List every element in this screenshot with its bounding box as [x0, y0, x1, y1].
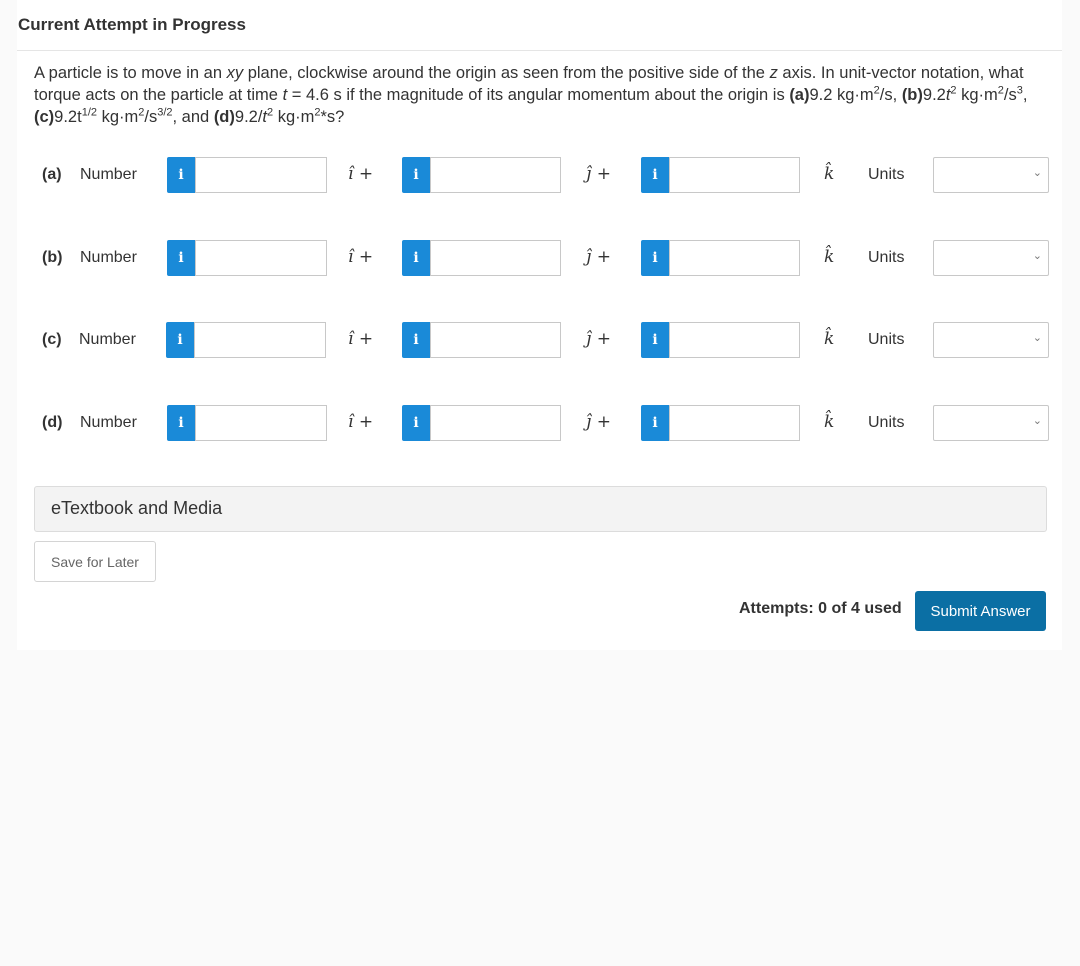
k-component-input[interactable] [669, 157, 800, 193]
question-text: A particle is to move in an xy plane, clockwise around the origin as seen from the positive side of the z axis. In unit-vector notation, what torque acts on the particle at time t = 4.6 s if the magnitude of its angular momentum about the origin is (a)9.2 $kg\cdot m^2/s$, $(b)9.2t^2$ $kg\cdot m^2/s^3$, $(c)9.2t^{1/2}$ $kg\cdot m^2/s^{3/2}$, and $(d)9.2/t^2$ $kg\cdot m^2*s$? [34, 64, 1028, 126]
units-select[interactable] [933, 157, 1049, 193]
answer-row-a: (a) Number i î + i ĵ + i k̂ Units ⌄ [42, 157, 1042, 195]
j-hat-label: ĵ [586, 329, 592, 349]
page-title: Current Attempt in Progress [18, 15, 246, 34]
k-hat-label: k̂ [824, 247, 835, 267]
k-component-input[interactable] [669, 322, 800, 358]
info-icon[interactable]: i [641, 157, 669, 193]
j-hat-label: ĵ [586, 412, 592, 432]
question-card [17, 0, 1062, 650]
etextbook-label: eTextbook and Media [51, 498, 223, 518]
i-hat-label: î [348, 164, 354, 184]
i-hat-label: î [348, 329, 354, 349]
k-hat-label: k̂ [824, 412, 835, 432]
i-component-input[interactable] [195, 240, 327, 276]
j-component-input[interactable] [430, 157, 561, 193]
part-label: (b) [42, 249, 63, 266]
info-icon[interactable]: i [167, 240, 195, 276]
number-label: Number [79, 331, 136, 348]
attempts-counter: Attempts: 0 of 4 used [739, 600, 902, 617]
number-label: Number [80, 166, 137, 183]
info-icon[interactable]: i [641, 405, 669, 441]
info-icon[interactable]: i [166, 322, 194, 358]
units-select[interactable] [933, 322, 1049, 358]
chevron-down-icon: ⌄ [1032, 415, 1042, 427]
chevron-down-icon: ⌄ [1032, 167, 1042, 179]
info-icon[interactable]: i [167, 157, 195, 193]
answer-row-c: (c) Number i î + i ĵ + i k̂ Units ⌄ [42, 322, 1042, 360]
etextbook-and-media-toggle[interactable] [34, 486, 1047, 532]
i-hat-label: î [348, 247, 354, 267]
j-component-input[interactable] [430, 240, 561, 276]
i-component-input[interactable] [195, 157, 327, 193]
answer-row-d: (d) Number i î + i ĵ + i k̂ Units ⌄ [42, 405, 1042, 443]
units-label: Units [868, 249, 905, 266]
card-header [17, 0, 1062, 51]
units-label: Units [868, 414, 905, 431]
i-hat-label: î [348, 412, 354, 432]
k-component-input[interactable] [669, 240, 800, 276]
info-icon[interactable]: i [167, 405, 195, 441]
part-label: (c) [42, 331, 62, 348]
info-icon[interactable]: i [402, 322, 430, 358]
units-label: Units [868, 331, 905, 348]
j-component-input[interactable] [430, 322, 561, 358]
chevron-down-icon: ⌄ [1032, 250, 1042, 262]
info-icon[interactable]: i [402, 405, 430, 441]
i-component-input[interactable] [194, 322, 326, 358]
number-label: Number [80, 249, 137, 266]
part-label: (a) [42, 166, 62, 183]
j-component-input[interactable] [430, 405, 561, 441]
k-hat-label: k̂ [824, 329, 835, 349]
number-label: Number [80, 414, 137, 431]
submit-answer-button[interactable]: Submit Answer [915, 591, 1046, 631]
part-label: (d) [42, 414, 63, 431]
info-icon[interactable]: i [641, 240, 669, 276]
chevron-down-icon: ⌄ [1032, 332, 1042, 344]
units-label: Units [868, 166, 905, 183]
save-for-later-button[interactable]: Save for Later [34, 541, 156, 582]
i-component-input[interactable] [195, 405, 327, 441]
info-icon[interactable]: i [641, 322, 669, 358]
answer-row-b: (b) Number i î + i ĵ + i k̂ Units ⌄ [42, 240, 1042, 278]
j-hat-label: ĵ [586, 164, 592, 184]
k-component-input[interactable] [669, 405, 800, 441]
units-select[interactable] [933, 240, 1049, 276]
info-icon[interactable]: i [402, 240, 430, 276]
j-hat-label: ĵ [586, 247, 592, 267]
info-icon[interactable]: i [402, 157, 430, 193]
k-hat-label: k̂ [824, 164, 835, 184]
units-select[interactable] [933, 405, 1049, 441]
